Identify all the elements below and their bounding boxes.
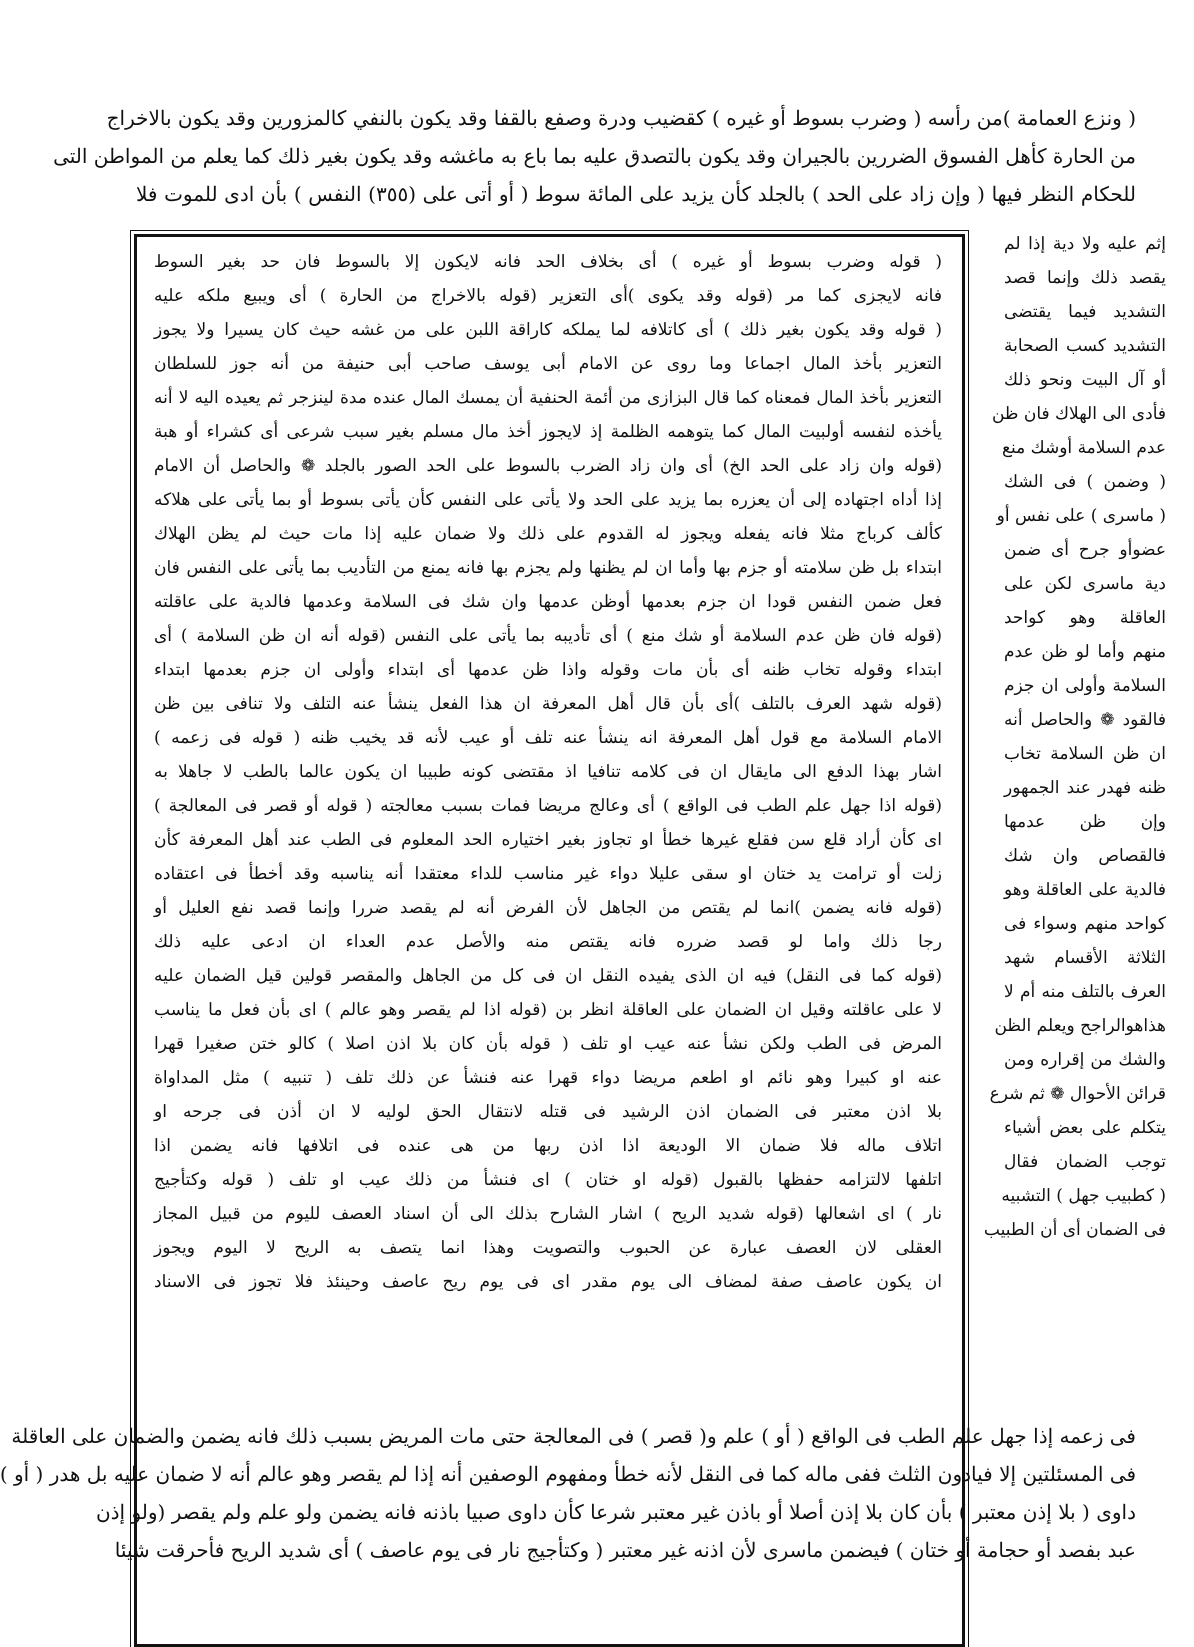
text-line: فى زعمه إذا جهل علم الطب فى الواقع ( أو ) علم و( قصر ) فى المعالجة حتى مات المريض بسبب ذلك فانه يضمن والضمان على العاقلة — [11, 1424, 1136, 1448]
commentary-line: (قوله وان زاد على الحد الخ) أى وان زاد الضرب بالسوط على الحد الصور بالجلد ❁ والحاصل أن الامام — [154, 456, 942, 476]
commentary-line: لا على عاقلته وقيل ان الضمان على العاقلة انظر بن (قوله اذا لم يقصر وهو عالم ) اى بأن فعل ما يناسب — [154, 1000, 942, 1020]
margin-line: ( ماسرى ) على نفس أو — [996, 506, 1166, 526]
commentary-line: اتلاف ماله فلا ضمان الا الوديعة اذا اذن ربها من هى عنده فى اتلافها فانه يضمن اذا — [154, 1136, 942, 1156]
margin-line: ( كطبيب جهل ) التشبيه — [1001, 1186, 1166, 1206]
margin-line: يتكلم على بعض أشياء — [1004, 1118, 1166, 1138]
text-line: عبد بفصد أو حجامة أو ختان ) فيضمن ماسرى لأن اذنه غير معتبر ( وكتأجيج نار فى يوم عاصف ) أى شديد الريح فأحرقت شيئا — [114, 1538, 1136, 1562]
text-line: فى المسئلتين إلا فيادون الثلث ففى ماله كما فى النقل لأنه خطأ ومفهوم الوصفين أنه إذا لم يقصر وهو عالم أنه لا ضمان عليه بل هدر ( أو ) — [0, 1462, 1136, 1486]
margin-line: التشديد كسب الصحابة — [1004, 336, 1166, 356]
margin-line: قرائن الأحوال ❁ ثم شرع — [989, 1084, 1166, 1104]
commentary-line: (قوله شهد العرف بالتلف )أى بأن قال أهل المعرفة ان هذا الفعل ينشأ عنه التلف ولا تنافى بين ظن — [154, 694, 942, 714]
text-line: من الحارة كأهل الفسوق الضررين بالجيران وقد يكون بالتصدق عليه بما باع به ماغشه وقد يكون بغير ذلك كما يعلم من المواطن التى — [53, 144, 1136, 168]
margin-line: ظنه فهدر عند الجمهور — [1004, 778, 1166, 798]
commentary-line: عنه او كبيرا وهو نائم او اطعم مريضا دواء قهرا عنه فنشأ عن ذلك تلف ( تنبيه ) مثل المداواة — [154, 1068, 942, 1088]
text-line: ( ونزع العمامة )من رأسه ( وضرب بسوط أو غيره ) كقضيب ودرة وصفع بالقفا وقد يكون بالنفي كالمزورين وقد يكون بالاخراج — [106, 106, 1136, 130]
margin-line: وإن ظن عدمها — [1004, 812, 1166, 832]
commentary-line: رجا ذلك واما لو قصد ضرره فانه يقتص منه والأصل عدم العداء ان ادعى عليه ذلك — [154, 932, 942, 952]
commentary-line: ( قوله وقد يكون بغير ذلك ) أى كاتلافه لما يملكه كاراقة اللبن على من غشه حيث كان يسيرا ولا يجوز — [154, 320, 942, 340]
commentary-line: المرض فى الطب ولكن نشأ عنه عيب او تلف ( قوله بأن كان بلا اذن اصلا ) كالو ختن صغيرا قهرا — [154, 1034, 942, 1054]
margin-line: عضوأو جرح أى ضمن — [1004, 540, 1166, 560]
commentary-line: العقلى لان العصف عبارة عن الحبوب والتصويت وهذا انما يتصف به الريح لا اليوم ويجوز — [154, 1238, 942, 1258]
margin-line: فأدى الى الهلاك فان ظن — [991, 404, 1166, 424]
margin-line: يقصد ذلك وإنما قصد — [1004, 268, 1166, 288]
commentary-line: ( قوله وضرب بسوط أو غيره ) أى بخلاف الحد فانه لايكون إلا بالسوط فان حد بغير السوط — [154, 252, 942, 272]
margin-line: أو آل البيت ونحو ذلك — [1004, 370, 1166, 390]
margin-line: ( وضمن ) فى الشك — [1004, 472, 1166, 492]
commentary-line: الامام السلامة مع قول أهل المعرفة انه ينشأ عنه تلف أو عيب لأنه قد يخيب ظنه ( قوله فى زعمه ) — [154, 728, 942, 748]
margin-line: والشك من إقراره ومن — [1004, 1050, 1166, 1070]
commentary-line: اى كأن أراد قلع سن فقلع غيرها خطأ او تجاوز بغير اختياره الحد المعلوم فى الطب عند أهل المعرفة كأن — [154, 830, 942, 850]
margin-line: ان ظن السلامة تخاب — [1004, 744, 1166, 764]
commentary-line: اشار بهذا الدفع الى مايقال ان فى كلامه تنافيا اذ مقتضى كونه طبيبا ان يكون عالما بالطب لا جاهلا به — [154, 762, 942, 782]
commentary-line: (قوله اذا جهل علم الطب فى الواقع ) أى وعالج مريضا فمات بسبب معالجته ( قوله أو قصر فى المعالجة ) — [154, 796, 942, 816]
text-line: للحكام النظر فيها ( وإن زاد على الحد ) بالجلد كأن يزيد على المائة سوط ( أو أتى على (٣٥٥) النفس ) بأن ادى للموت فلا — [136, 182, 1136, 206]
commentary-line: ابتداء بل ظن سلامته أو جزم بها وأما ان لم يظنها ولم يجزم بها فانه يمنع من التأديب بما يأتى على النفس فان — [154, 558, 942, 578]
margin-line: كواحد منهم وسواء فى — [1004, 914, 1166, 934]
margin-line: دية ماسرى لكن على — [1004, 574, 1166, 594]
margin-line: عدم السلامة أوشك منع — [1001, 438, 1166, 458]
margin-line: فالقصاص وان شك — [1004, 846, 1166, 866]
commentary-line: اتلفها لالتزامه حفظها بالقبول (قوله او ختان ) اى فنشأ من ذلك عيب او تلف ( قوله وكتأجيج — [154, 1170, 942, 1190]
commentary-line: (قوله فانه يضمن )انما لم يقتص من الجاهل لأن الفرض أنه لم يقصد ضررا وإنما قصد نفع العليل أو — [154, 898, 942, 918]
commentary-line: التعزير بأخذ المال اجماعا وما روى عن الامام أبى يوسف صاحب أبى حنيفة من أنه جوز للسلطان — [154, 354, 942, 374]
margin-line: السلامة وأولى ان جزم — [1004, 676, 1166, 696]
commentary-line: ان يكون عاصف صفة لمضاف الى يوم مقدر اى فى يوم ريح عاصف وحينئذ فلا تجوز فى الاسناد — [154, 1272, 942, 1292]
commentary-line: نار ) اى اشعالها (قوله شديد الريح ) اشار الشارح بذلك الى أن اسناد العصف لليوم من قبيل المجاز — [154, 1204, 942, 1224]
text-line: داوى ( بلا إذن معتبر ) بأن كان بلا إذن أصلا أو باذن غير معتبر شرعا كأن داوى صبيا باذنه فانه يضمن ولو علم ولم يقصر (ولو إذن — [95, 1500, 1136, 1524]
margin-line: فى الضمان أى أن الطبيب — [983, 1220, 1166, 1240]
commentary-line: إذا أداه اجتهاده إلى أن يعزره بما يزيد على الحد ولا يأتى على النفس كأن يأتى بسوط أو بما يأتى على هلاكه — [154, 490, 942, 510]
commentary-line: ابتداء وقوله تخاب ظنه أى بأن مات وقوله واذا ظن عدمها أى ابتداء وأولى ان جزم بعدمها ابتداء — [154, 660, 942, 680]
margin-line: هذاهوالراجح ويعلم الظن — [994, 1016, 1166, 1036]
commentary-line: التعزير بأخذ المال فمعناه كما قال البزازى من أئمة الحنفية أن يمسك المال عنده مدة لينزجر ثم يعيده اليه لا أنه — [154, 388, 942, 408]
commentary-line: فانه لايجزى كما مر (قوله وقد يكوى )أى التعزير (قوله بالاخراج من الحارة ) أى ويبيع ملكه عليه — [154, 286, 942, 306]
margin-line: فالدية على العاقلة وهو — [1004, 880, 1166, 900]
commentary-line: زلت أو ترامت يد ختان او سقى عليلا دواء غير مناسب للداء معتقدا أنه يناسبه وقد أخطأ فى اعتقاده — [154, 864, 942, 884]
commentary-line: (قوله فان ظن عدم السلامة أو شك منع ) أى تأديبه بما يأتى على النفس (قوله أنه ان ظن السلامة ) أى — [154, 626, 942, 646]
commentary-line: كألف كرباج مثلا فانه يفعله ويجوز له القدوم على ذلك ولا ضمان عليه إذا مات حيث لم يظن الهلاك — [154, 524, 942, 544]
margin-line: العاقلة وهو كواحد — [1004, 608, 1166, 628]
margin-line: توجب الضمان فقال — [1004, 1152, 1166, 1172]
margin-line: التشديد فيما يقتضى — [1004, 302, 1166, 322]
commentary-line: فعل ضمن النفس قودا ان جزم بعدمها أوظن عدمها وان شك فى السلامة وعدمها فالدية على عاقلته — [154, 592, 942, 612]
margin-line: الثلاثة الأقسام شهد — [1004, 948, 1166, 968]
margin-line: العرف بالتلف منه أم لا — [1004, 982, 1166, 1002]
margin-line: منهم وأما لو ظن عدم — [1004, 642, 1166, 662]
margin-line: فالقود ❁ والحاصل أنه — [1004, 710, 1166, 730]
commentary-line: يأخذه لنفسه أولبيت المال كما يتوهمه الظلمة إذ لايجوز أخذ مال مسلم بغير سبب شرعى أى كشراء أو هبة — [154, 422, 942, 442]
commentary-line: بلا اذن معتبر فى الضمان اذن الرشيد فى قتله لانتقال الحق لوليه لا ان أذن فى جرحه او — [154, 1102, 942, 1122]
margin-line: إثم عليه ولا دية إذا لم — [1004, 234, 1166, 254]
commentary-line: (قوله كما فى النقل) فيه ان الذى يفيده النقل ان فى كل من الجاهل والمقصر قولين قيل الضمان عليه — [154, 966, 942, 986]
